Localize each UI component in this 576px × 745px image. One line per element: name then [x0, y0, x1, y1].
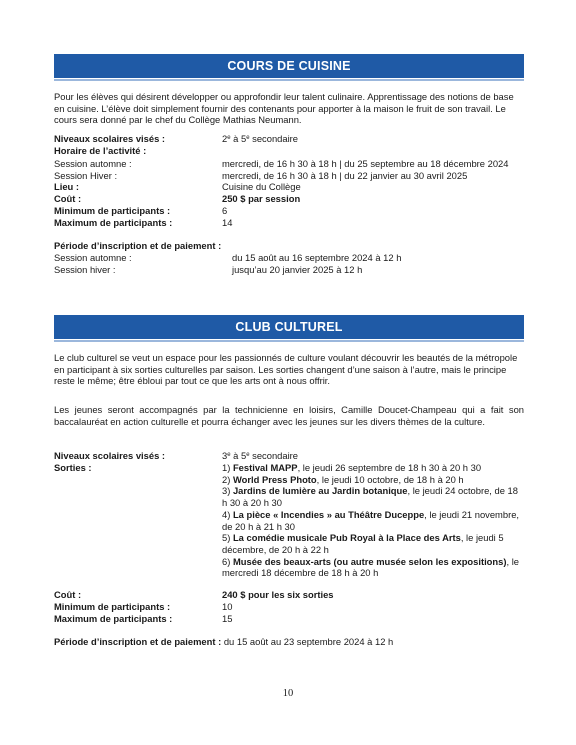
culturel-title: CLUB CULTUREL	[235, 320, 343, 334]
cuisine-insc-hiver-value: jusqu’au 20 janvier 2025 à 12 h	[232, 264, 363, 275]
cuisine-hiver-label: Session Hiver :	[54, 170, 118, 181]
cuisine-insc-hiver-label: Session hiver :	[54, 264, 116, 275]
cuisine-automne-value: mercredi, de 16 h 30 à 18 h | du 25 septembre au 18 décembre 2024	[222, 158, 509, 169]
culturel-min-value: 10	[222, 601, 233, 612]
cuisine-banner	[54, 54, 524, 78]
cuisine-insc-automne-value: du 15 août au 16 septembre 2024 à 12 h	[232, 252, 402, 263]
sorties-list	[222, 462, 522, 579]
cuisine-lieu-label: Lieu :	[54, 181, 79, 192]
culturel-periode-row	[54, 636, 524, 648]
cuisine-lieu-value: Cuisine du Collège	[222, 181, 301, 192]
sortie-item: 5) La comédie musicale Pub Royal à la Place des Arts, le jeudi 5 décembre, de 20 h à 22 h	[222, 532, 504, 555]
cuisine-automne-row	[54, 158, 524, 170]
sortie-item: 3) Jardins de lumière au Jardin botanique, le jeudi 24 octobre, de 18 h 30 à 20 h 30	[222, 485, 518, 509]
cuisine-min-label: Minimum de participants :	[54, 205, 171, 216]
cuisine-insc-automne-label: Session automne :	[54, 252, 132, 263]
cuisine-max-value: 14	[222, 217, 233, 228]
culturel-periode-label: Période d’inscription et de paiement :	[54, 636, 222, 647]
cuisine-niveaux-value: 2e à 5e secondaire	[222, 133, 299, 144]
cuisine-insc-hiver-row	[54, 264, 524, 276]
cuisine-niveaux-row	[54, 133, 524, 145]
culturel-intro-1: Le club culturel se veut un espace pour les passionnés de culture voulant découvrir les beautés de la métropole en participant à six sorties culturelles par saison. Les sorties changent d’une saison à l’autre, mais le principe reste le même; être ébloui par tout ce que les arts ont à nous offrir.	[54, 352, 518, 387]
cuisine-cout-label: Coût :	[54, 193, 82, 204]
cuisine-horaire-label: Horaire de l’activité :	[54, 145, 147, 156]
page-number: 10	[282, 688, 294, 699]
cuisine-intro: Pour les élèves qui désirent développer ou approfondir leur talent culinaire. Apprentissage des notions de base en cuisine. L’élève doit simplement fournir des contenants pour apporter à la maison le fruit de son travail. Le cours sera donné par le chef du Collège Mathias Neumann.	[54, 91, 514, 126]
cuisine-cout-row	[54, 193, 524, 205]
culturel-sorties-label: Sorties :	[54, 462, 92, 473]
cuisine-insc-automne-row	[54, 252, 524, 264]
culturel-cout-label: Coût :	[54, 589, 82, 600]
cuisine-periode-row	[54, 240, 524, 252]
culturel-min-label: Minimum de participants :	[54, 601, 171, 612]
cuisine-min-value: 6	[222, 205, 228, 216]
culturel-max-label: Maximum de participants :	[54, 613, 173, 624]
cuisine-horaire-row	[54, 145, 524, 157]
culturel-intro-2: Les jeunes seront accompagnés par la technicienne en loisirs, Camille Doucet-Champeau qui a fait son baccalauréat en action culturelle et pourra échanger avec les jeunes sur les divers thèmes de la culture.	[54, 404, 524, 427]
sortie-item: 1) Festival MAPP, le jeudi 26 septembre de 18 h 30 à 20 h 30	[222, 462, 482, 473]
cuisine-max-row	[54, 217, 524, 229]
sortie-item: 2) World Press Photo, le jeudi 10 octobre, de 18 h à 20 h	[222, 473, 464, 485]
culturel-cout-value: 240 $ pour les six sorties	[222, 589, 334, 600]
cuisine-cout-value: 250 $ par session	[222, 193, 301, 204]
cuisine-hiver-value: mercredi, de 16 h 30 à 18 h | du 22 janvier au 30 avril 2025	[222, 170, 468, 181]
culturel-min-row	[54, 601, 524, 613]
sortie-item: 4) La pièce « Incendies » au Théâtre Duceppe, le jeudi 21 novembre, de 20 h à 21 h 30	[222, 508, 520, 532]
cuisine-lieu-row	[54, 181, 524, 193]
culturel-niveaux-value: 3e à 5e secondaire	[222, 450, 299, 461]
culturel-periode-value: du 15 août au 23 septembre 2024 à 12 h	[221, 636, 394, 647]
culturel-max-value: 15	[222, 613, 233, 624]
cuisine-min-row	[54, 205, 524, 217]
cuisine-title: COURS DE CUISINE	[227, 59, 351, 73]
cuisine-max-label: Maximum de participants :	[54, 217, 173, 228]
culturel-niveaux-label: Niveaux scolaires visés :	[54, 450, 166, 461]
culturel-banner	[54, 315, 524, 339]
culturel-cout-row	[54, 589, 524, 601]
cuisine-automne-label: Session automne :	[54, 158, 132, 169]
cuisine-periode-label: Période d’inscription et de paiement :	[54, 240, 222, 251]
cuisine-niveaux-label: Niveaux scolaires visés :	[54, 133, 166, 144]
culturel-niveaux-row	[54, 450, 524, 462]
sortie-item: 6) Musée des beaux-arts (ou autre musée selon les expositions), le mercredi 18 décembre de 18 h à 20 h	[222, 555, 519, 579]
culturel-max-row	[54, 613, 524, 625]
